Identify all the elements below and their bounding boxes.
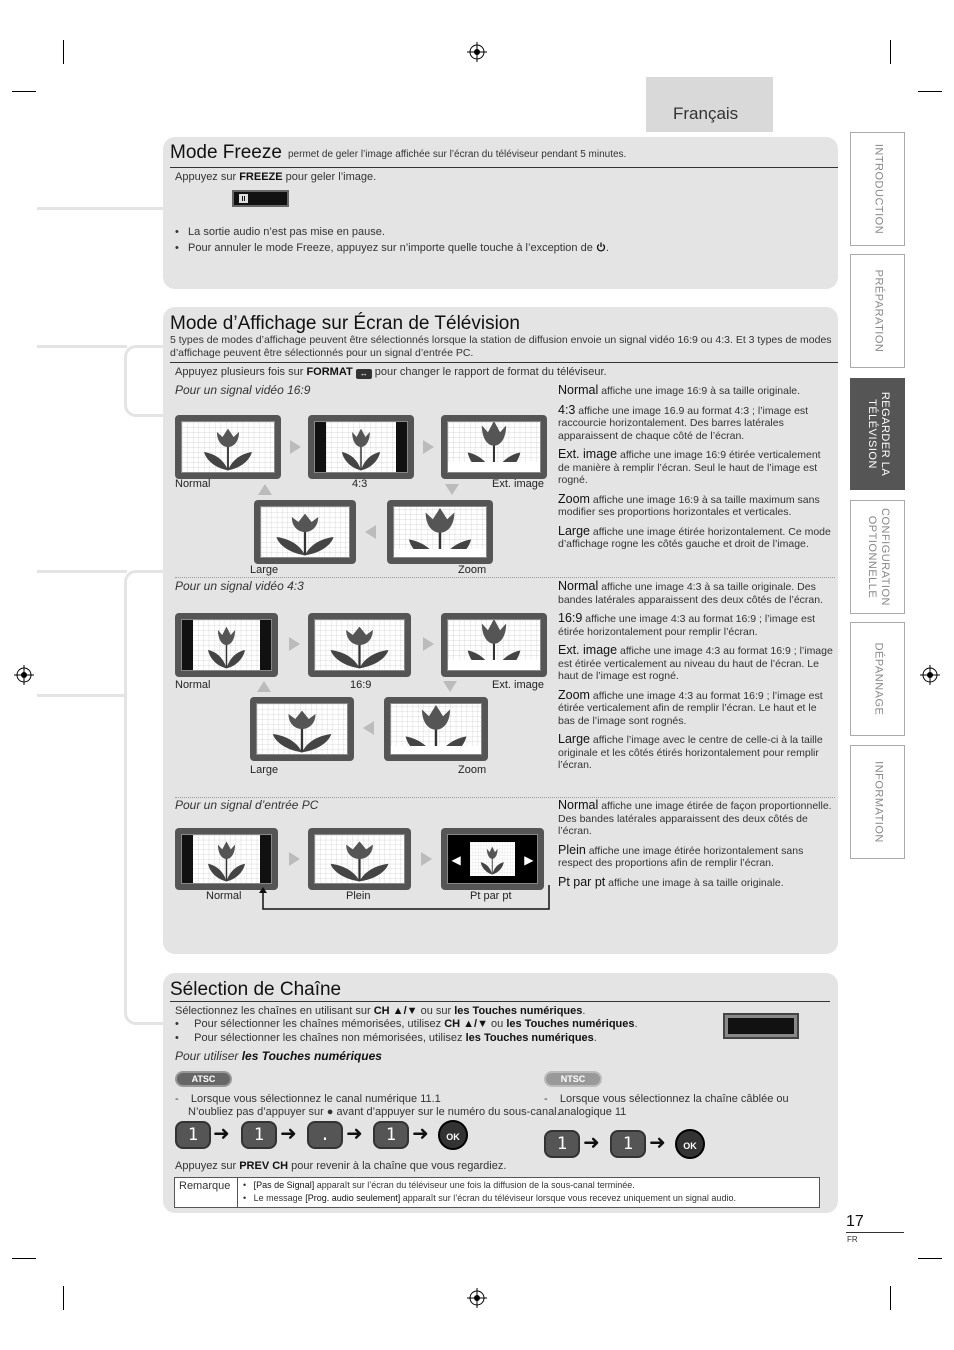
language-tab: Français — [646, 77, 773, 132]
format-icon: ↔ — [356, 369, 372, 379]
note-label: Remarque — [175, 1178, 238, 1207]
label-zoom: Zoom — [458, 764, 487, 776]
freeze-subtitle: permet de geler l’image affichée sur l’écran du téléviseur pendant 5 minutes. — [288, 149, 627, 160]
key-1: 1 — [610, 1130, 646, 1158]
registration-mark-icon — [467, 42, 487, 62]
channel-display-box — [723, 1013, 799, 1039]
mode-term: Ext. image — [558, 643, 618, 657]
connector-line — [124, 570, 164, 1025]
subheading-pc: Pour un signal d’entrée PC — [175, 798, 319, 812]
key-1: 1 — [544, 1130, 580, 1158]
ntsc-text2: analogique 11 — [558, 1106, 627, 1118]
side-tab-configuration[interactable]: CONFIGURATION OPTIONNELLE — [850, 500, 905, 614]
mode-text: affiche une image étirée de façon proportionnelle. Des bandes latérales apparaissent des deux côtés de l’écran. — [558, 800, 832, 837]
side-tab-introduction[interactable]: INTRODUCTION — [850, 132, 905, 246]
freeze-rule — [170, 167, 838, 168]
side-tab-information[interactable]: INFORMATION — [850, 745, 905, 859]
arrow-left-icon — [363, 721, 374, 735]
arrow-left-icon — [365, 525, 376, 539]
prev-ch-text: Appuyez sur PREV CH pour revenir à la chaîne que vous regardiez. — [175, 1160, 507, 1172]
display-intro: 5 types de modes d’affichage peuvent être sélectionnés lorsque la station de diffusion envoie un signal vidéo 16:9 ou 4:3. Et 3 types de modes d’affichage peuvent être sélectionnés pour un signal d’entrée PC. — [170, 334, 832, 359]
registration-mark-icon — [920, 665, 940, 685]
display-title: Mode d’Affichage sur Écran de Télévision — [170, 313, 520, 334]
mode-text: affiche une image 4:3 au format 16:9 ; l’image est étirée verticalement afin de remplir l’écran. Le haut et le bas de l’image sont rognés. — [558, 689, 823, 727]
arrow-right-icon: ➜ — [583, 1132, 600, 1154]
ok-button-icon: OK — [675, 1129, 705, 1159]
tv-43-169 — [308, 415, 414, 479]
pause-indicator-icon — [232, 190, 289, 207]
mode-text: affiche une image étirée horizontalement sans respect des proportions afin de remplir l’écran. — [558, 844, 804, 869]
tulip-image-icon — [257, 704, 347, 754]
label-large: Large — [250, 764, 279, 776]
mode-description — [558, 525, 834, 551]
arrow-right-icon — [423, 440, 434, 454]
mode-text: affiche une image 16:9 à sa taille originale. — [598, 385, 801, 397]
mode-term: Normal — [558, 383, 599, 397]
side-tab-depannage[interactable]: DÉPANNAGE — [850, 622, 905, 736]
ntsc-badge: NTSC — [544, 1071, 602, 1087]
mode-term: Zoom — [558, 687, 590, 702]
label-plein: Plein — [346, 890, 371, 902]
mode-description — [558, 733, 834, 772]
freeze-bullet-cancel: • Pour annuler le mode Freeze, appuyez sur n’importe quelle touche à l’exception de . — [175, 242, 609, 254]
connector-line — [37, 207, 163, 210]
tulip-image-icon — [315, 835, 404, 883]
freeze-instruction: Appuyez sur FREEZE pour geler l’image. — [175, 171, 377, 183]
mode-term: Plein — [558, 842, 586, 857]
desc-pc — [558, 799, 834, 895]
label-ext-image: Ext. image — [492, 478, 544, 490]
side-tab-preparation[interactable]: PRÉPARATION — [850, 254, 905, 368]
mode-description — [558, 404, 834, 443]
arrow-right-icon — [421, 852, 432, 866]
channel-bullet2: • Pour sélectionner les chaînes non mémorisées, utilisez les Touches numériques. — [175, 1032, 597, 1044]
mode-term: 4:3 — [558, 402, 576, 417]
mode-term: Normal — [558, 579, 599, 593]
mode-text: affiche une image 16:9 étirée verticalement de manière à remplir l’écran. Seul le haut de l’image est rogné. — [558, 449, 821, 486]
mode-text: affiche une image étirée horizontalement. Ce mode d’affichage rogne les côtés gauche et droit de l’image. — [558, 525, 831, 550]
mode-term: Pt par pt — [558, 874, 606, 889]
label-large: Large — [250, 564, 279, 576]
atsc-text1: - Lorsque vous sélectionnez le canal numérique 11.1 — [175, 1093, 441, 1105]
ntsc-text1: - Lorsque vous sélectionnez la chaîne câblée ou — [544, 1093, 789, 1105]
connector-line — [124, 345, 164, 417]
mode-term: Ext. image — [558, 447, 618, 461]
mode-term: Large — [558, 732, 590, 746]
tv-large-43 — [250, 697, 354, 761]
label-169: 16:9 — [350, 679, 372, 691]
arrow-right-icon — [290, 440, 301, 454]
arrow-right-icon: ➜ — [213, 1123, 230, 1145]
subheading-43: Pour un signal vidéo 4:3 — [175, 579, 304, 593]
arrow-right-icon: ➜ — [412, 1123, 429, 1145]
page-lang: FR — [847, 1235, 858, 1244]
subheading-169: Pour un signal vidéo 16:9 — [175, 383, 311, 397]
mode-term: Large — [558, 523, 590, 538]
tv-normal-169 — [175, 415, 281, 479]
mode-description — [558, 644, 834, 683]
mode-text: affiche une image 4:3 au format 16:9 ; l’image est étirée verticalement au niveau du haut de l’écran. Le haut de l’image est rogné. — [558, 645, 833, 682]
channel-subheading: Pour utiliser les Touches numériques — [175, 1049, 382, 1063]
divider — [175, 577, 835, 578]
tulip-image-icon — [391, 703, 481, 746]
mode-term: 16:9 — [558, 611, 583, 625]
tv-ext-169 — [441, 415, 547, 479]
mode-term: Normal — [558, 798, 599, 812]
mode-text: affiche une image 16:9 à sa taille maximum sans modifier ses proportions horizontales et verticales. — [558, 493, 820, 518]
channel-bullet1: • Pour sélectionner les chaînes mémorisées, utilisez CH ▲/▼ ou les Touches numériques. — [175, 1018, 638, 1030]
tv-normal-pc — [175, 828, 278, 890]
loop-back-arrow-icon — [255, 885, 555, 913]
tulip-image-icon — [448, 619, 540, 660]
registration-mark-icon — [467, 1288, 487, 1308]
arrow-down-icon — [445, 484, 459, 495]
ok-button-icon: OK — [438, 1120, 468, 1150]
key-1: 1 — [241, 1121, 277, 1149]
registration-mark-icon — [14, 665, 34, 685]
freeze-bullet-audio: • La sortie audio n’est pas mise en pause. — [175, 226, 385, 238]
tv-ext-43 — [441, 613, 547, 677]
power-icon — [596, 242, 606, 252]
arrow-right-icon: ➜ — [346, 1123, 363, 1145]
tulip-image-icon — [470, 842, 515, 876]
arrow-down-icon — [443, 681, 457, 692]
atsc-badge: ATSC — [175, 1071, 232, 1087]
tulip-image-icon — [182, 835, 271, 883]
mode-description — [558, 384, 834, 398]
arrow-right-icon: ➜ — [280, 1123, 297, 1145]
tv-large-169 — [254, 500, 356, 564]
key-1: 1 — [373, 1121, 409, 1149]
tulip-image-icon — [261, 507, 349, 557]
side-tab-regarder-tv[interactable]: REGARDER LA TÉLÉVISION — [850, 378, 905, 490]
atsc-text2: N’oubliez pas d’appuyer sur ● avant d’appuyer sur le numéro du sous-canal. — [188, 1106, 560, 1118]
arrow-right-icon — [289, 637, 300, 651]
display-instruction: Appuyez plusieurs fois sur FORMAT ↔ pour changer le rapport de format du téléviseur. — [175, 366, 607, 378]
key-1: 1 — [175, 1121, 211, 1149]
mode-description — [558, 612, 834, 638]
arrow-up-icon — [258, 484, 272, 495]
tulip-image-icon — [315, 620, 404, 670]
page-number: 17 — [846, 1213, 864, 1230]
mode-text: affiche une image 4:3 à sa taille originale. Des bandes latérales apparaissent des deux côtés de l’écran. — [558, 581, 824, 606]
display-rule — [170, 362, 838, 363]
tulip-image-icon — [182, 422, 274, 472]
label-43: 4:3 — [352, 478, 368, 490]
label-normal: Normal — [175, 478, 211, 490]
note-line1: • [Pas de Signal] apparaît sur l’écran du téléviseur une fois la diffusion de la sous-canal terminée. — [243, 1180, 635, 1190]
mode-text: affiche une image 16.9 au format 4:3 ; l’image est raccourcie horizontalement. Des barres latérales apparaissent de chaque côté de l’écran. — [558, 404, 809, 442]
arrow-right-icon — [423, 637, 434, 651]
tulip-image-icon — [448, 421, 540, 462]
connector-line — [37, 345, 127, 348]
tulip-image-icon — [182, 620, 271, 670]
tulip-image-icon — [315, 422, 407, 472]
mode-text: affiche l’image avec le centre de celle-ci à la taille originale et les côtés étirés horizontalement pour remplir l’écran. — [558, 734, 823, 771]
mode-description — [558, 448, 834, 487]
channel-title: Sélection de Chaîne — [170, 979, 342, 1000]
footer-rule — [846, 1232, 904, 1233]
mode-description — [558, 493, 834, 519]
tv-zoom-169 — [387, 500, 493, 564]
freeze-title: Mode Freeze — [170, 142, 282, 163]
tulip-image-icon — [394, 506, 486, 549]
label-normal: Normal — [175, 679, 211, 691]
channel-rule — [170, 1001, 830, 1002]
mode-description — [558, 580, 834, 606]
tv-normal-43 — [175, 613, 278, 677]
desc-43 — [558, 580, 834, 778]
arrow-right-icon — [289, 852, 300, 866]
mode-description — [558, 689, 834, 728]
connector-line — [37, 694, 127, 697]
desc-169 — [558, 384, 834, 557]
tv-plein-pc — [308, 828, 411, 890]
arrow-up-icon — [257, 681, 271, 692]
label-normal: Normal — [206, 890, 242, 902]
mode-text: affiche une image 4:3 au format 16:9 ; l’image est étirée horizontalement pour remplir l’écran. — [558, 613, 816, 638]
note-box — [174, 1177, 820, 1208]
arrow-right-icon: ➜ — [649, 1132, 666, 1154]
mode-description — [558, 876, 834, 890]
connector-line — [37, 570, 127, 573]
mode-description — [558, 799, 834, 838]
mode-description — [558, 844, 834, 870]
channel-line1: Sélectionnez les chaînes en utilisant sur CH ▲/▼ ou sur les Touches numériques. — [175, 1005, 586, 1017]
divider — [175, 797, 835, 798]
label-pt-par-pt: Pt par pt — [470, 890, 512, 902]
label-ext-image: Ext. image — [492, 679, 544, 691]
note-line2: • Le message [Prog. audio seulement] apparaît sur l’écran du téléviseur lorsque vous recevez uniquement un signal audio. — [243, 1193, 736, 1203]
key-dot: . — [307, 1121, 343, 1149]
mode-text: affiche une image à sa taille originale. — [605, 876, 784, 889]
tv-zoom-43 — [384, 697, 488, 761]
label-zoom: Zoom — [458, 564, 487, 576]
mode-term: Zoom — [558, 491, 590, 506]
tv-ptparpt-pc: ◀ ▶ — [441, 828, 544, 890]
tv-169-43 — [308, 613, 411, 677]
